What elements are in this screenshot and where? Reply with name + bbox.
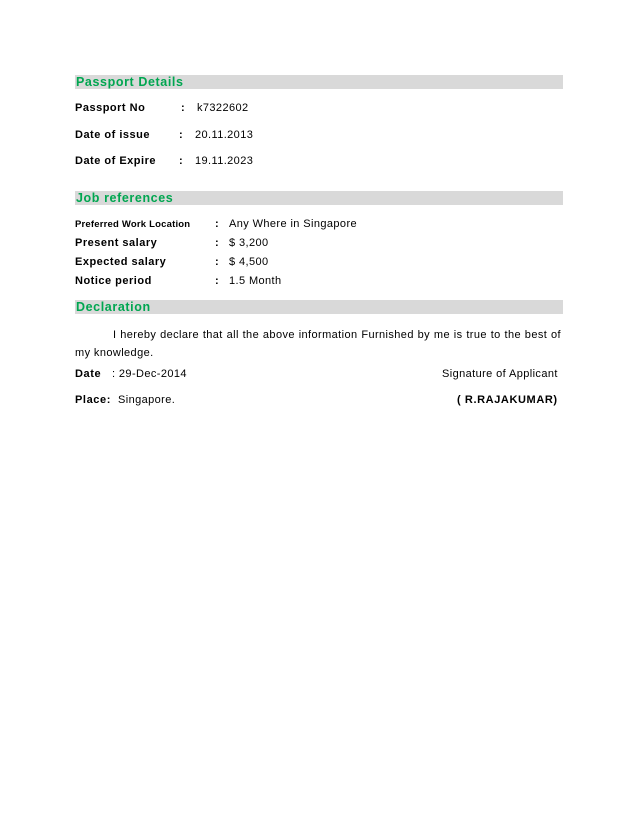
expected-salary-label: Expected salary [75, 256, 167, 268]
place-value: Singapore. [118, 394, 176, 406]
date-of-issue-value: 20.11.2013 [195, 129, 254, 141]
signature-label: Signature of Applicant [442, 368, 558, 380]
date-of-expire-value: 19.11.2023 [195, 155, 254, 167]
present-salary-label: Present salary [75, 237, 158, 249]
expected-salary-value: $ 4,500 [229, 256, 269, 268]
passport-no-label: Passport No [75, 102, 146, 114]
present-salary-value: $ 3,200 [229, 237, 269, 249]
passport-details-header [75, 75, 563, 89]
declaration-text: I hereby declare that all the above information Furnished by me is true to the best of my knowledge. [75, 329, 561, 359]
preferred-location-separator: : [215, 218, 219, 230]
expected-salary-separator: : [215, 256, 219, 268]
notice-period-value: 1.5 Month [229, 275, 282, 287]
passport-no-separator: : [181, 102, 185, 114]
notice-period-label: Notice period [75, 275, 152, 287]
applicant-name: ( R.RAJAKUMAR) [457, 394, 558, 406]
declaration-header [75, 300, 563, 314]
job-references-title: Job references [76, 191, 174, 205]
declaration-title: Declaration [76, 300, 151, 314]
date-of-expire-label: Date of Expire [75, 155, 156, 167]
job-references-header [75, 191, 563, 205]
notice-period-separator: : [215, 275, 219, 287]
preferred-location-label: Preferred Work Location [75, 219, 191, 230]
date-of-issue-label: Date of issue [75, 129, 150, 141]
date-of-expire-separator: : [179, 155, 183, 167]
passport-details-title: Passport Details [76, 75, 184, 89]
present-salary-separator: : [215, 237, 219, 249]
preferred-location-value: Any Where in Singapore [229, 218, 358, 230]
date-label: Date [75, 368, 102, 380]
date-of-issue-separator: : [179, 129, 183, 141]
date-value: : 29-Dec-2014 [112, 368, 187, 380]
passport-no-value: k7322602 [197, 102, 249, 114]
place-label: Place: [75, 394, 112, 406]
